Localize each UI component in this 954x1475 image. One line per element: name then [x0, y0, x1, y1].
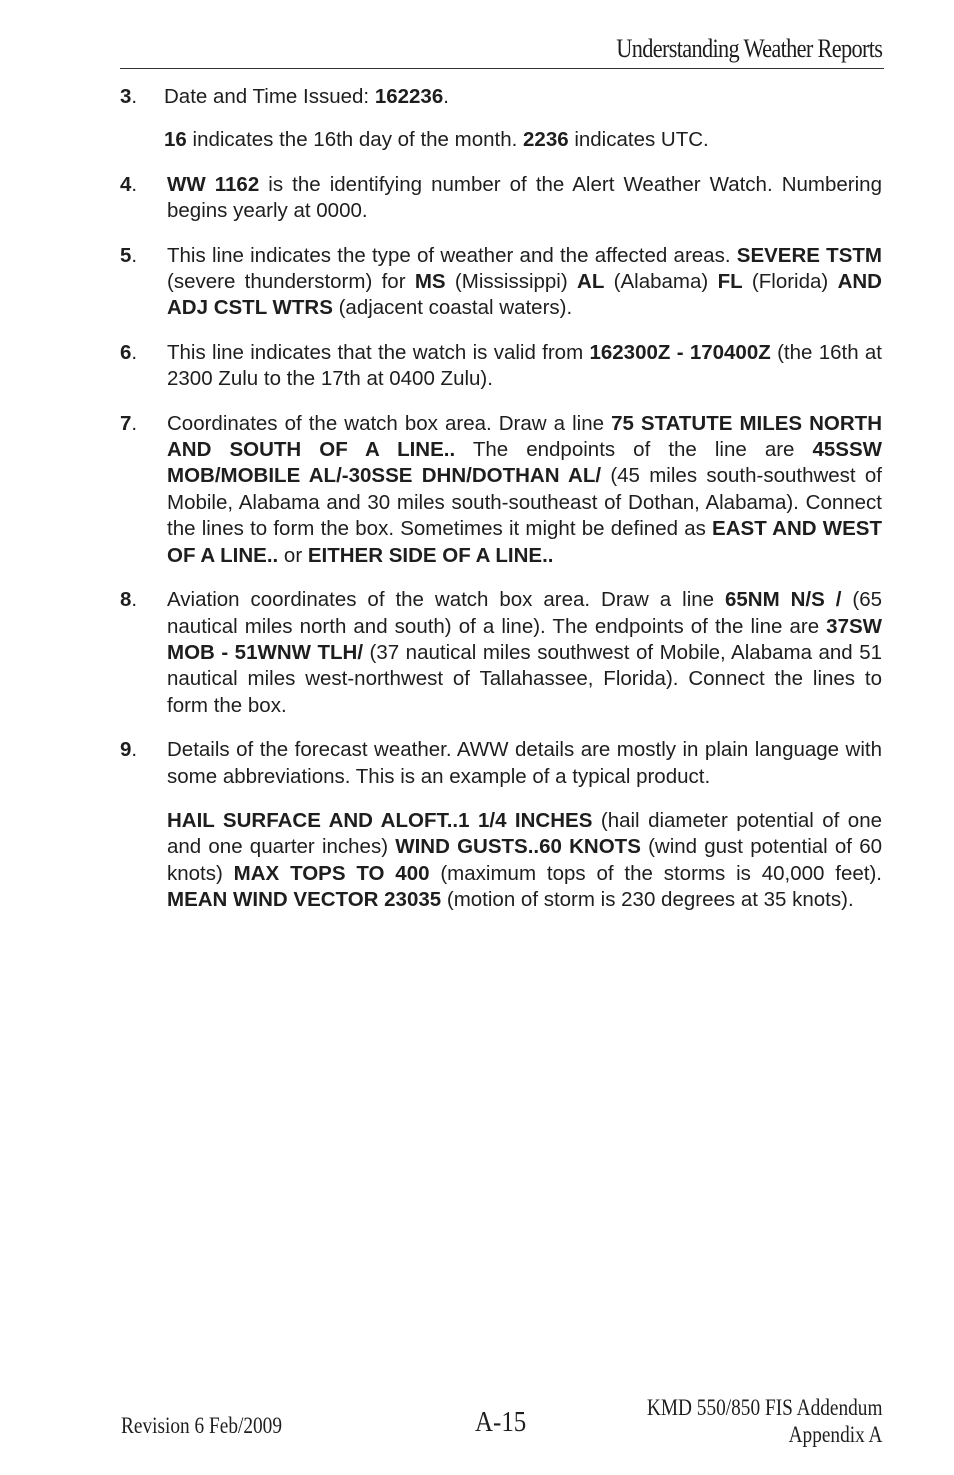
footer-appendix: Appendix A: [788, 1422, 882, 1447]
list-item-text: [167, 737, 882, 913]
list-item-number: 5.: [120, 243, 138, 267]
text-run: (wind gust potential of 60 knots): [167, 835, 883, 885]
list-item: [120, 243, 882, 322]
text-run: (adjacent coastal waters).: [332, 296, 573, 320]
footer-page-number: A-15: [475, 1406, 527, 1438]
paragraph: [167, 737, 882, 790]
list-item-number: 7.: [120, 411, 138, 435]
bold-text: 75 STATUTE MILES NORTH AND SOUTH OF A LINE..: [167, 411, 883, 462]
list-item-text: [167, 243, 882, 322]
list-item-text: [167, 587, 882, 719]
text-run: (the 16th at 2300 Zulu to the 17th at 0400 Zulu).: [167, 340, 882, 391]
bold-text: HAIL SURFACE AND ALOFT..1 1/4 INCHES: [167, 808, 593, 832]
list-item-text: [167, 172, 882, 225]
bold-text: AND ADJ CSTL WTRS: [167, 270, 882, 320]
list-item-number: 6.: [120, 340, 138, 364]
text-run: This line indicates the type of weather and the affected areas.: [167, 243, 737, 267]
text-run: Date and Time Issued:: [164, 85, 375, 108]
text-run: (37 nautical miles southwest of Mobile, Alabama and 51 nautical miles west-northwest of Tallahassee, Florida). Connect the lines to form the box.: [167, 640, 882, 717]
footer-doc-title: KMD 550/850 FIS Addendum: [646, 1395, 882, 1420]
text-run: indicates the 16th day of the month.: [186, 128, 524, 152]
text-run: or: [278, 543, 308, 567]
paragraph: [167, 808, 882, 914]
bold-text: AL: [577, 270, 605, 294]
paragraph: [167, 243, 882, 322]
list-item-text: [164, 84, 882, 154]
text-run: Coordinates of the watch box area. Draw a line: [167, 411, 612, 435]
text-run: (hail diameter potential of one and one quarter inches): [167, 808, 883, 859]
list-item: [120, 340, 882, 393]
paragraph: [167, 411, 882, 569]
bold-text: 45SSW MOB/MOBILE AL/-30SSE DHN/DOTHAN AL/: [167, 438, 882, 488]
list-item-text: [167, 340, 882, 393]
list-item: [120, 411, 882, 569]
list-item: [120, 587, 882, 719]
bold-text: 37SW MOB - 51WNW TLH/: [167, 614, 882, 664]
paragraph: [167, 587, 882, 719]
text-run: (Alabama): [604, 270, 718, 294]
page-header: [120, 30, 884, 69]
bold-text: 162300Z - 170400Z: [589, 340, 771, 364]
text-run: is the identifying number of the Alert Weather Watch. Numbering begins yearly at 0000.: [167, 172, 882, 223]
footer-doc-info: [602, 1394, 883, 1448]
bold-text: 162236: [374, 85, 444, 108]
bold-text: WW 1162: [167, 172, 260, 196]
paragraph: [164, 84, 882, 110]
text-run: indicates UTC.: [568, 128, 709, 152]
list-item-number: 9.: [120, 738, 138, 762]
text-run: The endpoints of the line are: [455, 438, 813, 462]
page-header-title: Understanding Weather Reports: [616, 34, 882, 63]
list-item-number: 8.: [120, 588, 138, 612]
text-run: Aviation coordinates of the watch box area. Draw a line: [167, 588, 725, 612]
bold-text: EITHER SIDE OF A LINE..: [307, 543, 554, 567]
footer-revision: Revision 6 Feb/2009: [121, 1413, 283, 1438]
list-item: [120, 172, 882, 225]
text-run: This line indicates that the watch is valid from: [167, 340, 590, 364]
text-run: .: [443, 85, 449, 108]
list-item: [120, 84, 882, 154]
text-run: (maximum tops of the storms is 40,000 feet).: [429, 861, 882, 885]
bold-text: 2236: [523, 128, 569, 152]
paragraph: [167, 172, 882, 225]
bold-text: FL: [717, 270, 743, 294]
text-run: (motion of storm is 230 degrees at 35 knots).: [441, 888, 854, 912]
text-run: (65 nautical miles north and south) of a line). The endpoints of the line are: [167, 588, 883, 638]
list-item-number: 3.: [120, 85, 138, 108]
text-run: Details of the forecast weather. AWW details are mostly in plain language with some abbreviations. This is an example of a typical product.: [167, 738, 882, 788]
bold-text: MS: [414, 270, 446, 294]
text-run: (Mississippi): [445, 270, 578, 294]
paragraph: [167, 340, 882, 393]
paragraph: [164, 127, 882, 153]
list-item-text: [167, 411, 882, 569]
list-item-number: 4.: [120, 172, 138, 196]
list-item: [120, 737, 882, 913]
text-run: (45 miles south-southwest of Mobile, Alabama and 30 miles south-southeast of Dothan, Alabama). Connect the lines to form the box. Sometimes it might be defined as: [167, 464, 882, 541]
text-run: (Florida): [742, 270, 838, 294]
text-run: (severe thunderstorm) for: [167, 270, 415, 294]
bold-text: SEVERE TSTM: [736, 243, 882, 267]
document-body: [120, 84, 882, 932]
bold-text: 65NM N/S /: [725, 588, 842, 612]
bold-text: 16: [164, 128, 187, 152]
bold-text: MEAN WIND VECTOR 23035: [167, 888, 442, 912]
bold-text: MAX TOPS TO 400: [233, 861, 430, 885]
bold-text: WIND GUSTS..60 KNOTS: [395, 835, 641, 859]
bold-text: EAST AND WEST OF A LINE..: [167, 517, 882, 567]
